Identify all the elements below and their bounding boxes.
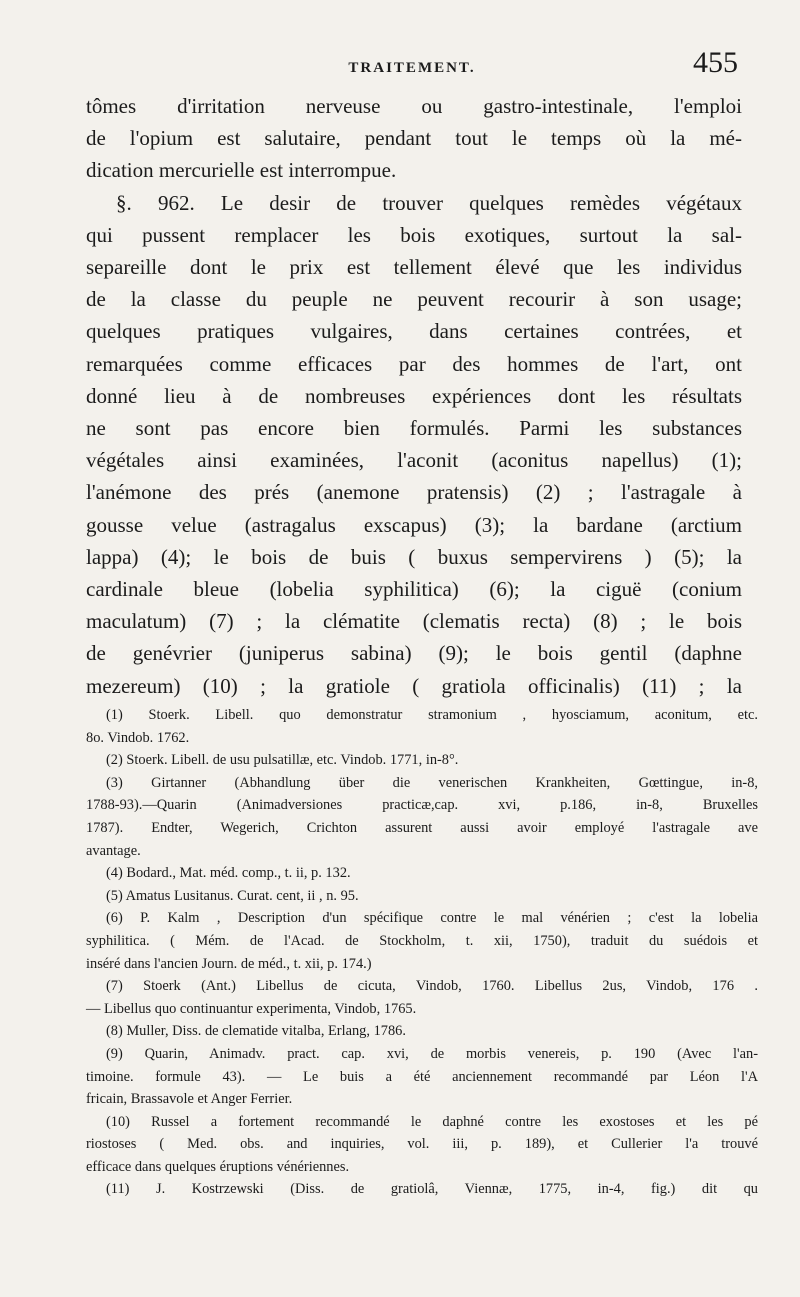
text-line: quelques pratiques vulgaires, dans certaines contrées, et [86,319,742,344]
text-line: cardinale bleue (lobelia syphilitica) (6); la ciguë (conium [86,577,742,602]
footnote-line: (6) P. Kalm , Description d'un spécifique contre le mal vénérien ; c'est la lobelia [106,910,758,927]
footnote-line: timoine. formule 43). — Le buis a été anciennement recommandé par Léon l'A [86,1068,758,1085]
footnote-line: (8) Muller, Diss. de clematide vitalba, Erlang, 1786. [106,1023,406,1040]
footnote-line: (9) Quarin, Animadv. pract. cap. xvi, de morbis venereis, p. 190 (Avec l'an- [106,1045,758,1062]
footnote-line: (5) Amatus Lusitanus. Curat. cent, ii , n. 95. [106,887,359,904]
body-text [86,90,742,702]
footnote-line: syphilitica. ( Mém. de l'Acad. de Stockholm, t. xii, 1750), traduit du suédois et [86,932,758,949]
footnote-line: (4) Bodard., Mat. méd. comp., t. ii, p. 132. [106,865,351,882]
page-number: 455 [693,46,738,79]
section-start-line: §. 962. Le desir de trouver quelques remèdes végétaux [116,190,742,215]
footnote-line: riostoses ( Med. obs. and inquiries, vol. iii, p. 189), et Cullerier l'a trouvé [86,1136,758,1153]
text-line: mezereum) (10) ; la gratiole ( gratiola officinalis) (11) ; la [86,673,742,698]
text-line: de l'opium est salutaire, pendant tout le temps où la mé- [86,126,742,151]
text-line: qui pussent remplacer les bois exotiques, surtout la sal- [86,222,742,247]
text-line: gousse velue (astragalus exscapus) (3); la bardane (arctium [86,512,742,537]
footnote-line: fricain, Brassavole et Anger Ferrier. [86,1091,293,1108]
footnote-line: (11) J. Kostrzewski (Diss. de gratiolâ, Viennæ, 1775, in-4, fig.) dit qu [106,1181,758,1198]
footnote-line: (2) Stoerk. Libell. de usu pulsatillæ, etc. Vindob. 1771, in-8°. [106,752,459,769]
text-line: de genévrier (juniperus sabina) (9); le bois gentil (daphne [86,641,742,666]
footnote-line: — Libellus quo continuantur experimenta, Vindob, 1765. [86,1000,417,1017]
text-line: donné lieu à de nombreuses expériences dont les résultats [86,383,742,408]
text-line: remarquées comme efficaces par des hommes de l'art, ont [86,351,742,376]
footnote-line: 8o. Vindob. 1762. [86,729,190,746]
text-line: lappa) (4); le bois de buis ( buxus sempervirens ) (5); la [86,544,742,569]
text-line: maculatum) (7) ; la clématite (clematis recta) (8) ; le bois [86,609,742,634]
footnote-line: inséré dans l'ancien Journ. de méd., t. xii, p. 174.) [86,955,372,972]
text-line: végétales ainsi examinées, l'aconit (aconitus napellus) (1); [86,448,742,473]
footnote-line: 1787). Endter, Wegerich, Crichton assurent aussi avoir employé l'astragale ave [86,819,758,836]
footnote-line: efficace dans quelques éruptions vénériennes. [86,1158,350,1175]
text-line: tômes d'irritation nerveuse ou gastro-intestinale, l'emploi [86,94,742,118]
footnote-line: (10) Russel a fortement recommandé le daphné contre les exostoses et les pé [106,1113,758,1130]
footnote-line: (1) Stoerk. Libell. quo demonstratur stramonium , hyosciamum, aconitum, etc. [106,707,758,723]
running-title: TRAITEMENT. [348,60,476,76]
footnote-line: 1788-93).—Quarin (Animadversiones practicæ,cap. xvi, p.186, in-8, Bruxelles [86,797,758,814]
page-header [86,46,738,92]
footnote-line: (7) Stoerk (Ant.) Libellus de cicuta, Vindob, 1760. Libellus 2us, Vindob, 176 . [106,978,758,995]
text-line: l'anémone des prés (anemone pratensis) (2) ; l'astragale à [86,480,742,505]
footnote-line: avantage. [86,842,141,859]
text-line: separeille dont le prix est tellement élevé que les individus [86,255,742,280]
footnotes [86,704,758,1201]
text-line: dication mercurielle est interrompue. [86,158,397,183]
footnote-line: (3) Girtanner (Abhandlung über die venerischen Krankheiten, Gœttingue, in-8, [106,774,758,791]
text-line: ne sont pas encore bien formulés. Parmi les substances [86,416,742,441]
text-line: de la classe du peuple ne peuvent recourir à son usage; [86,287,742,312]
